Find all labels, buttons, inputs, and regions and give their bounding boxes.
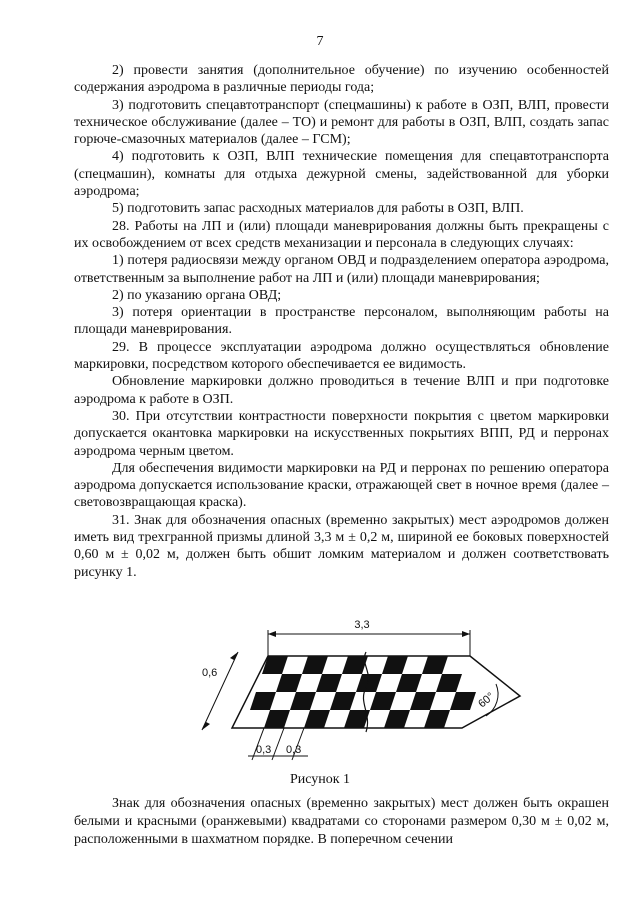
paragraph: 1) потеря радиосвязи между органом ОВД и подразделением оператора аэродрома, ответственным за выполнение работ на ЛП и (или) площади маневрирования; [74, 253, 609, 286]
paragraph: Знак для обозначения опасных (временно закрытых) мест должен быть окрашен белыми и красными (оранжевыми) квадратами со сторонами размером 0,30 м ± 0,02 м, расположенными в шахматном порядке. В поперечном сечении [74, 796, 609, 847]
page-number: 7 [316, 34, 324, 49]
paragraph: 2) по указанию органа ОВД; [112, 287, 282, 303]
paragraph: Обновление маркировки должно проводиться в течение ВЛП и при подготовке аэродрома к работе в ОЗП. [74, 374, 609, 407]
figure-caption: Рисунок 1 [289, 772, 351, 787]
dim-angle-label: 60° [476, 690, 497, 711]
paragraph: 5) подготовить запас расходных материалов для работы в ОЗП, ВЛП. [112, 201, 524, 217]
main-text [74, 62, 609, 581]
dim-length-label: 3,3 [354, 619, 370, 631]
paragraph: 29. В процессе эксплуатации аэродрома должно осуществляться обновление маркировки, посредством которого обеспечивается ее видимость. [74, 339, 609, 373]
paragraph: 2) провести занятия (дополнительное обучение) по изучению особенностей содержания аэродрома в различные периоды года; [74, 63, 609, 96]
paragraph: 3) подготовить спецавтотранспорт (спецмашины) к работе в ОЗП, ВЛП, провести техническое обслуживание (далее – ТО) и ремонт для работы в ОЗП, ВЛП, создать запас горюче-смазочных материалов (далее – ГСМ); [74, 97, 609, 148]
marker-sign-figure [190, 612, 530, 772]
paragraph: 28. Работы на ЛП и (или) площади маневрирования должны быть прекращены с их освобождением от всех средств механизации и персонала в следующих случаях: [74, 218, 609, 251]
paragraph: Для обеспечения видимости маркировки на РД и перронах по решению оператора аэродрома допускается использование краски, отражающей свет в ночное время (далее – световозвращающая краска). [74, 460, 609, 511]
marker-sign-drawing [190, 612, 530, 772]
paragraph: 3) потеря ориентации в пространстве персоналом, выполняющим работы на площади маневрирования. [74, 305, 609, 338]
dim-width-label: 0,6 [202, 667, 218, 679]
dim-square-2-label: 0,3 [286, 744, 302, 756]
paragraph: 30. При отсутствии контрастности поверхности покрытия с цветом маркировки допускается окантовка маркировки на искусственных покрытиях ВПП, РД и перронах аэродрома черным цветом. [74, 408, 609, 459]
paragraph: 4) подготовить к ОЗП, ВЛП технические помещения для спецавтотранспорта (спецмашин), комнаты для отдыха дежурной смены, задействованной для уборки аэродрома; [74, 149, 609, 200]
bottom-text [74, 795, 609, 849]
dim-square-1-label: 0,3 [256, 744, 272, 756]
checkerboard [250, 656, 476, 728]
paragraph: 31. Знак для обозначения опасных (временно закрытых) мест аэродромов должен иметь вид трехгранной призмы длиной 3,3 м ± 0,2 м, шириной ее боковых поверхностей 0,60 м ± 0,02 м, должен быть обшит ломким материалом и должен соответствовать рисунку 1. [74, 512, 609, 580]
